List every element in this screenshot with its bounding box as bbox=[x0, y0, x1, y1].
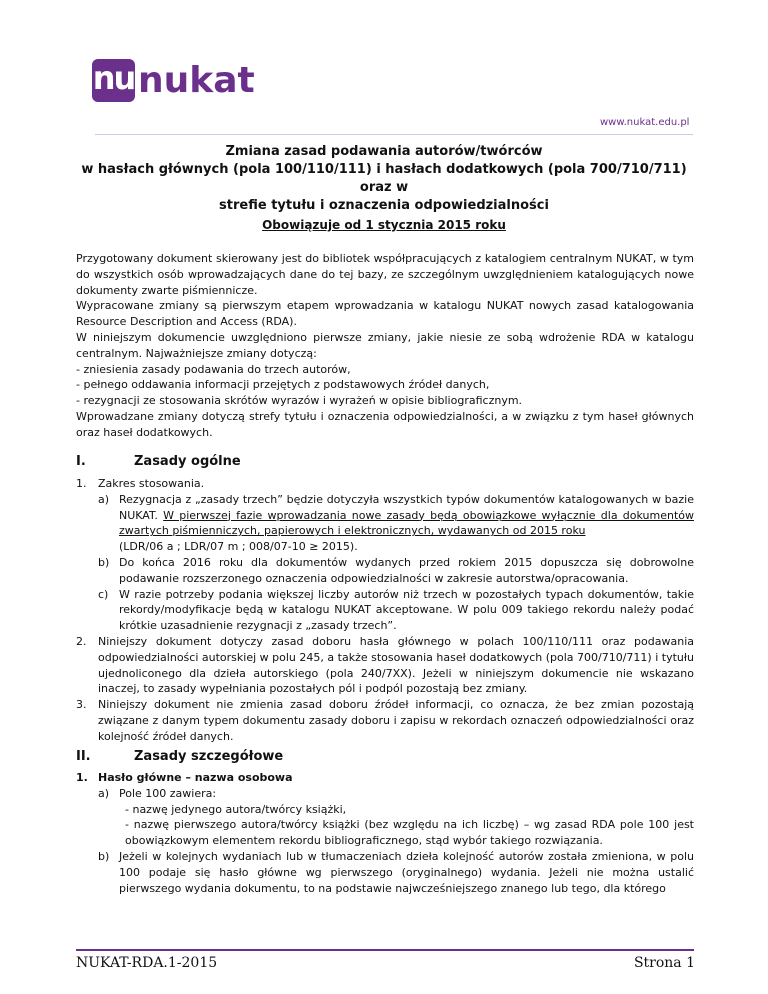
section-number: I. bbox=[76, 454, 86, 469]
intro-paragraph: W niniejszym dokumencie uwzględniono pierwsze zmiany, jakie niesie ze sobą wdrożenie RDA w katalogu centralnym. Najważniejsze zmiany dotyczą: bbox=[76, 330, 694, 360]
list-item: 2. Niniejszy dokument dotyczy zasad doboru hasła głównego w polach 100/110/111 oraz podawania odpowiedzialności autorskiej w polu 245, a także stosowania haseł dodatkowych (pola 700/710/711) i tytułu ujednoliconego dla dzieła autorskiego (pola 240/7XX). Jeżeli w niniejszym dokumencie nie wskazano inaczej, to zasady wypełniania pozostałych pól i podpól pozostają bez zmiany. bbox=[76, 634, 694, 696]
logo-word: nukat bbox=[138, 59, 255, 101]
nukat-logo bbox=[92, 59, 255, 102]
footer-divider bbox=[76, 949, 694, 951]
section-title: Zasady szczegółowe bbox=[134, 749, 284, 764]
title-line-3: strefie tytułu i oznaczenia odpowiedzialności bbox=[219, 198, 549, 213]
list-item: a) Pole 100 zawiera: - nazwę jedynego autora/twórcy książki, - nazwę pierwszego autora/twórcy książki (bez względu na ich liczbę) – wg zasad RDA pole 100 jest obowiązkowym elementem rekordu bibliograficznego, stąd wybór takiego rozwiązania. bbox=[98, 786, 694, 848]
section-1-body bbox=[76, 476, 694, 745]
intro bbox=[76, 251, 694, 441]
logo-mark: nu bbox=[92, 59, 135, 102]
intro-paragraph: Wprowadzane zmiany dotyczą strefy tytułu i oznaczenia odpowiedzialności, a w związku z tym haseł głównych oraz haseł dodatkowych. bbox=[76, 409, 694, 439]
intro-paragraph: Wypracowane zmiany są pierwszym etapem wprowadzania w katalogu NUKAT nowych zasad katalogowania Resource Description and Access (RDA). bbox=[76, 299, 694, 329]
list-item: c) W razie potrzeby podania większej liczby autorów niż trzech w pozostałych typach dokumentów, takie rekordy/modyfikacje będą w katalogu NUKAT akceptowane. W polu 009 takiego rekordu należy podać krótkie uzasadnienie rezygnacji z „zasady trzech”. bbox=[98, 587, 694, 633]
section-2-heading bbox=[76, 749, 283, 764]
header-url[interactable]: www.nukat.edu.pl bbox=[600, 117, 690, 128]
intro-paragraph: Przygotowany dokument skierowany jest do bibliotek współpracujących z katalogiem centralnym NUKAT, w tym do wszystkich osób wprowadzających dane do tej bazy, ze szczególnym uwzględnieniem katalogujących nowe dokumenty zwarte piśmiennicze. bbox=[76, 252, 694, 297]
intro-bullet: - pełnego oddawania informacji przejętych z podstawowych źródeł danych, bbox=[76, 378, 490, 392]
list-item: 1. Zakres stosowania. bbox=[76, 477, 205, 490]
footer-document-code: NUKAT-RDA.1-2015 bbox=[76, 955, 218, 971]
footer-page-number: Strona 1 bbox=[633, 955, 695, 971]
list-item: 3. Niniejszy dokument nie zmienia zasad doboru źródeł informacji, co oznacza, że bez zmian pozostają związane z danym typem dokumentu zasady doboru i zapisu w rekordach oznaczeń odpowiedzialności oraz kolejność źródeł danych. bbox=[76, 698, 694, 743]
list-item: b) Do końca 2016 roku dla dokumentów wydanych przed rokiem 2015 dopuszcza się dobrowolne podawanie rozszerzonego oznaczenia odpowiedzialności w zakresie autorstwa/opracowania. bbox=[98, 555, 694, 585]
section-title: Zasady ogólne bbox=[134, 454, 241, 469]
title-line-1: Zmiana zasad podawania autorów/twórców bbox=[225, 144, 543, 159]
list-item: 1. Hasło główne – nazwa osobowa bbox=[76, 771, 293, 784]
list-item: a) Rezygnacja z „zasady trzech” będzie dotyczyła wszystkich typów dokumentów katalogowanych w bazie NUKAT. W pierwszej fazie wprowadzania nowe zasady będą obowiązkowe wyłącznie dla dokumentów zwartych piśmienniczych, papierowych i elektronicznych, wydawanych od 2015 roku (LDR/06 a ; LDR/07 m ; 008/07-10 ≥ 2015). bbox=[98, 492, 694, 554]
effective-date: Obowiązuje od 1 stycznia 2015 roku bbox=[262, 218, 506, 232]
section-2-body bbox=[76, 770, 694, 896]
header-divider bbox=[95, 134, 693, 135]
intro-bullet: - zniesienia zasady podawania do trzech autorów, bbox=[76, 362, 351, 376]
title-line-2: w hasłach głównych (pola 100/110/111) i hasłach dodatkowych (pola 700/710/711) oraz w bbox=[81, 162, 687, 195]
section-1-heading bbox=[76, 454, 241, 469]
intro-bullet: - rezygnacji ze stosowania skrótów wyrazów i wyrażeń w opisie bibliograficznym. bbox=[76, 394, 523, 408]
document-title bbox=[70, 143, 698, 215]
list-item: b) Jeżeli w kolejnych wydaniach lub w tłumaczeniach dzieła kolejność autorów została zmieniona, w polu 100 podaje się hasło główne wg pierwszego (oryginalnego) wydania. Jeżeli nie można ustalić pierwszego wydania dokumentu, to na podstawie najwcześniejszego znanego lub tego, dla którego bbox=[98, 849, 694, 895]
section-number: II. bbox=[76, 749, 91, 764]
